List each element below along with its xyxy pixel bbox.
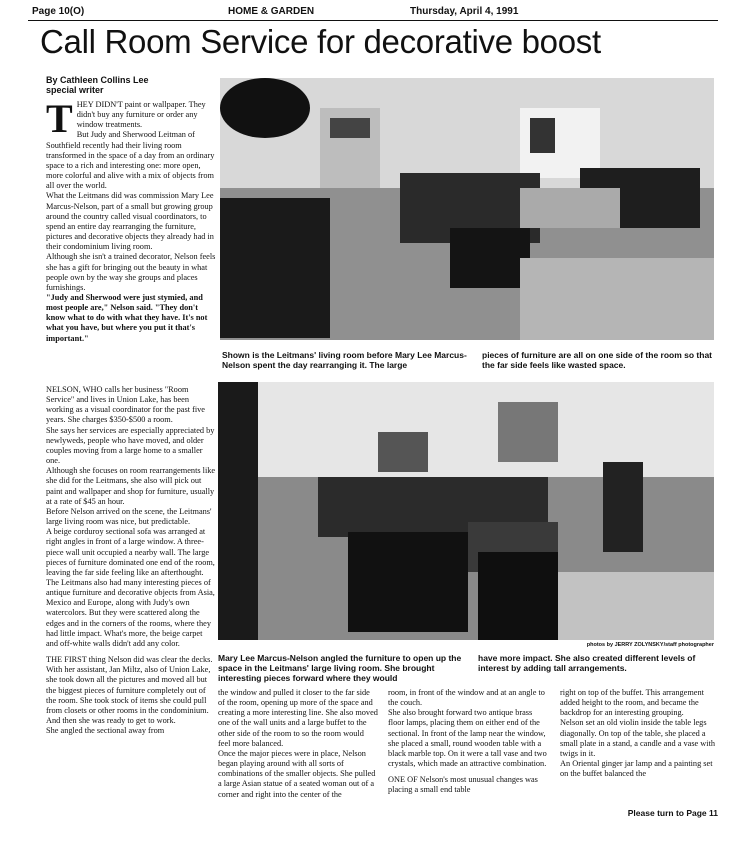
byline-role: special writer — [46, 85, 104, 95]
paragraph: A beige corduroy sectional sofa was arranged at right angles in front of a large window. A three-piece wall unit occupied a nearby wall. The large pieces of furniture dominated one end of the room, leaving the far side feeling like an afterthought. — [46, 527, 215, 577]
caption-photo-before-part-1: Shown is the Leitmans' living room before Mary Lee Marcus-Nelson spent the day rearranging it. The large — [222, 350, 467, 370]
paragraph: right on top of the buffet. This arrangement added height to the room, and became the backdrop for an interesting grouping. — [560, 688, 704, 718]
photo-after — [218, 382, 714, 640]
paragraph: Although she isn't a trained decorator, Nelson feels she has a gift for bringing out the beauty in what people own by the way she groups and places furnishings. — [46, 252, 216, 292]
section-name: HOME & GARDEN — [228, 6, 315, 17]
issue-date: Thursday, April 4, 1991 — [410, 6, 519, 17]
photo-credit: photos by JERRY ZOLYNSKY/staff photographer — [586, 642, 714, 648]
photo-before — [220, 78, 714, 340]
paragraph: room, in front of the window and at an angle to the couch. — [388, 688, 545, 708]
paragraph: What the Leitmans did was commission Mary Lee Marcus-Nelson, part of a small but growing group around the country called visual coordinators, to spend an entire day rearranging the furniture, pictures and decorative objects they already had in their condominium living room. — [46, 191, 214, 252]
article-column-1 — [46, 96, 216, 344]
caption-photo-after-part-2: have more impact. She also created different levels of interest by adding tall arrangements. — [478, 653, 696, 673]
byline — [46, 75, 216, 95]
article-column-4 — [560, 688, 720, 779]
paragraph: the window and pulled it closer to the far side of the room, opening up more of the space and creating a more interesting line. She also moved one of the wall units and a large buffet to the other side of the room to so the room would feel more balanced. — [218, 688, 378, 748]
caption-photo-before-part-2: pieces of furniture are all on one side of the room so that the far side feels like wasted space. — [482, 350, 713, 370]
paragraph: An Oriental ginger jar lamp and a painting set on the buffet balanced the — [560, 759, 713, 779]
paragraph: Before Nelson arrived on the scene, the Leitmans' large living room was nice, but predictable. — [46, 506, 212, 527]
paragraph: Once the major pieces were in place, Nelson began playing around with all sorts of combinations of the smaller objects. She pulled a large Asian statue of a seated woman out of a corner and right into the center of the — [218, 748, 376, 799]
paragraph: Nelson set an old violin inside the table legs diagonally. On top of the table, she placed a small plate in a stand, a candle and a vase with twigs in it. — [560, 718, 716, 758]
drop-cap: T — [46, 96, 73, 141]
paragraph: She also brought forward two antique brass floor lamps, placing them on either end of the sectional. In front of the lamp near the window, she placed a small, round wooden table with a black marble top. On it were a tall vase and two crystals, which made an attractive combination. — [388, 708, 547, 769]
living-room-before-image — [220, 78, 714, 340]
caption-photo-after-part-1: Mary Lee Marcus-Nelson angled the furniture to open up the space in the Leitmans' large living room. She brought interesting pieces forward where they would — [218, 653, 462, 683]
continued-notice: Please turn to Page 11 — [627, 808, 718, 818]
article-column-2 — [218, 688, 378, 800]
paragraph: HEY DIDN'T paint or wallpaper. They didn't buy any furniture or order any window treatments. — [76, 100, 206, 130]
paragraph: NELSON, WHO calls her business "Room Service" and lives in Union Lake, has been working as a visual coordinator for the past five years. She charges $350-$500 a room. — [46, 385, 205, 425]
paragraph: She angled the sectional away from — [46, 726, 165, 736]
paragraph: The Leitmans also had many interesting pieces of antique furniture and decorative objects from Asia, Mexico and Europe, along with Judy's own watercolors. But they were scattered along the edges and in the corners of the rooms, where they had little impact. What's more, the beige carpet and off-white walls didn't add any color. — [46, 577, 215, 648]
byline-author: By Cathleen Collins Lee — [46, 75, 149, 85]
paragraph: But Judy and Sherwood Leitman of Southfield recently had their living room transformed in the space of a day from an ordinary space to a rich and interesting one: more open, more colorful and alive with a mix of objects from all over the world. — [46, 130, 215, 191]
paragraph: Although she focuses on room rearrangements like she did for the Leitmans, she also will pick out paint and wallpaper and shop for furniture, usually at a rate of $45 an hour. — [46, 466, 216, 506]
article-column-3 — [388, 688, 548, 796]
paragraph: THE FIRST thing Nelson did was clear the decks. With her assistant, Jan Miltz, also of Union Lake, she took down all the pictures and moved all but the biggest pieces of furniture completely out of the room. She took stock of items she could pull from closets or other rooms in the condominium. And then she was ready to get to work. — [46, 655, 213, 725]
paragraph: She says her services are especially appreciated by newlyweds, people who have moved, and older couples moving from a large home to a smaller one. — [46, 425, 215, 466]
page-number: Page 10(O) — [32, 6, 85, 17]
living-room-after-image — [218, 382, 714, 640]
paragraph: ONE OF Nelson's most unusual changes was placing a small end table — [388, 775, 538, 795]
headline: Call Room Service for decorative boost — [40, 23, 601, 60]
article-column-1-continued — [46, 385, 216, 736]
page-header — [28, 6, 718, 21]
quote-paragraph: "Judy and Sherwood were just stymied, and most people are," Nelson said. "They don't know what to do with what they have. It's not what you have, but where you put it that's important." — [46, 292, 208, 343]
